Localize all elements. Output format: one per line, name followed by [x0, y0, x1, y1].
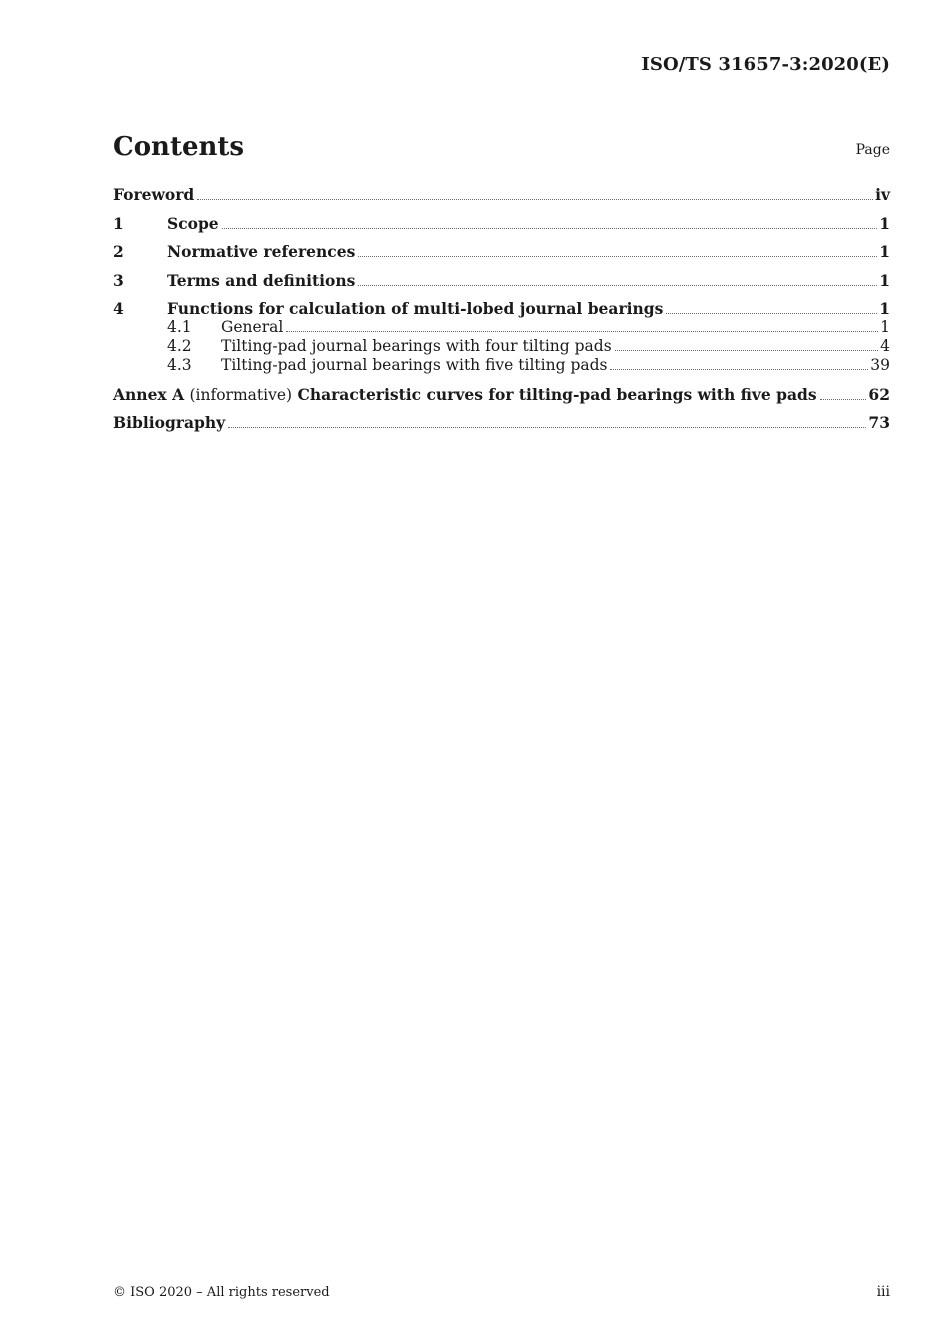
toc-entry-label [113, 385, 817, 405]
toc-entry-label: Functions for calculation of multi-lobed journal bearings [167, 299, 664, 318]
toc-entry-number: 4.3 [167, 356, 192, 374]
copyright-notice: © ISO 2020 – All rights reserved [113, 1285, 330, 1300]
toc-entry-page: 73 [868, 413, 890, 432]
toc-entry-page: 1 [879, 299, 890, 318]
toc-entry-page: 1 [879, 242, 890, 261]
toc-entry-label: Terms and definitions [167, 270, 356, 290]
page-number: iii [876, 1284, 890, 1300]
page-column-label: Page [855, 142, 890, 158]
dot-leader [666, 312, 877, 314]
toc-entry-label: Scope [167, 213, 219, 233]
table-of-contents [113, 185, 890, 442]
toc-entry-label: Tilting-pad journal bearings with five tilting pads [221, 356, 608, 374]
toc-entry-page: iv [875, 185, 890, 204]
dot-leader [820, 398, 867, 400]
dot-leader [358, 255, 877, 257]
toc-entry-page: 4 [880, 337, 890, 355]
toc-entry-page: 1 [880, 318, 890, 336]
toc-entry-page: 39 [870, 356, 890, 374]
toc-entry-functions[interactable] [113, 299, 890, 318]
annex-qualifier: (informative) [189, 385, 293, 404]
toc-entry-number: 4.2 [167, 337, 192, 355]
toc-entry-label: Normative references [167, 242, 356, 261]
toc-entry-page: 1 [879, 213, 890, 233]
contents-heading: Contents [113, 132, 245, 162]
dot-leader [286, 330, 878, 332]
toc-entry-foreword[interactable] [113, 185, 890, 204]
toc-entry-page: 62 [868, 384, 890, 404]
toc-entry-label: Foreword [113, 185, 195, 204]
toc-entry-number: 1 [113, 213, 124, 233]
dot-leader [615, 349, 878, 351]
toc-subentry-general[interactable] [113, 318, 890, 337]
toc-entry-label: Tilting-pad journal bearings with four tilting pads [221, 337, 612, 355]
toc-subentry-five-pads[interactable] [113, 356, 890, 375]
toc-entry-label: Bibliography [113, 413, 226, 432]
toc-entry-number: 3 [113, 270, 124, 290]
dot-leader [610, 368, 868, 370]
toc-entry-number: 2 [113, 242, 124, 261]
dot-leader [358, 284, 877, 286]
toc-subentry-four-pads[interactable] [113, 337, 890, 356]
document-id: ISO/TS 31657-3:2020(E) [641, 54, 890, 75]
dot-leader [228, 426, 866, 428]
toc-entry-terms-and-definitions[interactable] [113, 271, 890, 290]
toc-entry-normative-references[interactable] [113, 242, 890, 261]
toc-entry-bibliography[interactable] [113, 413, 890, 432]
toc-entry-number: 4.1 [167, 318, 192, 336]
toc-entry-label: General [221, 318, 284, 336]
toc-entry-scope[interactable] [113, 214, 890, 233]
toc-entry-page: 1 [879, 270, 890, 290]
toc-entry-number: 4 [113, 299, 124, 318]
toc-entry-annex-a[interactable] [113, 385, 890, 404]
annex-prefix: Annex A [113, 384, 185, 404]
dot-leader [197, 198, 873, 200]
dot-leader [222, 227, 878, 229]
annex-title: Characteristic curves for tilting-pad bearings with five pads [297, 384, 817, 404]
